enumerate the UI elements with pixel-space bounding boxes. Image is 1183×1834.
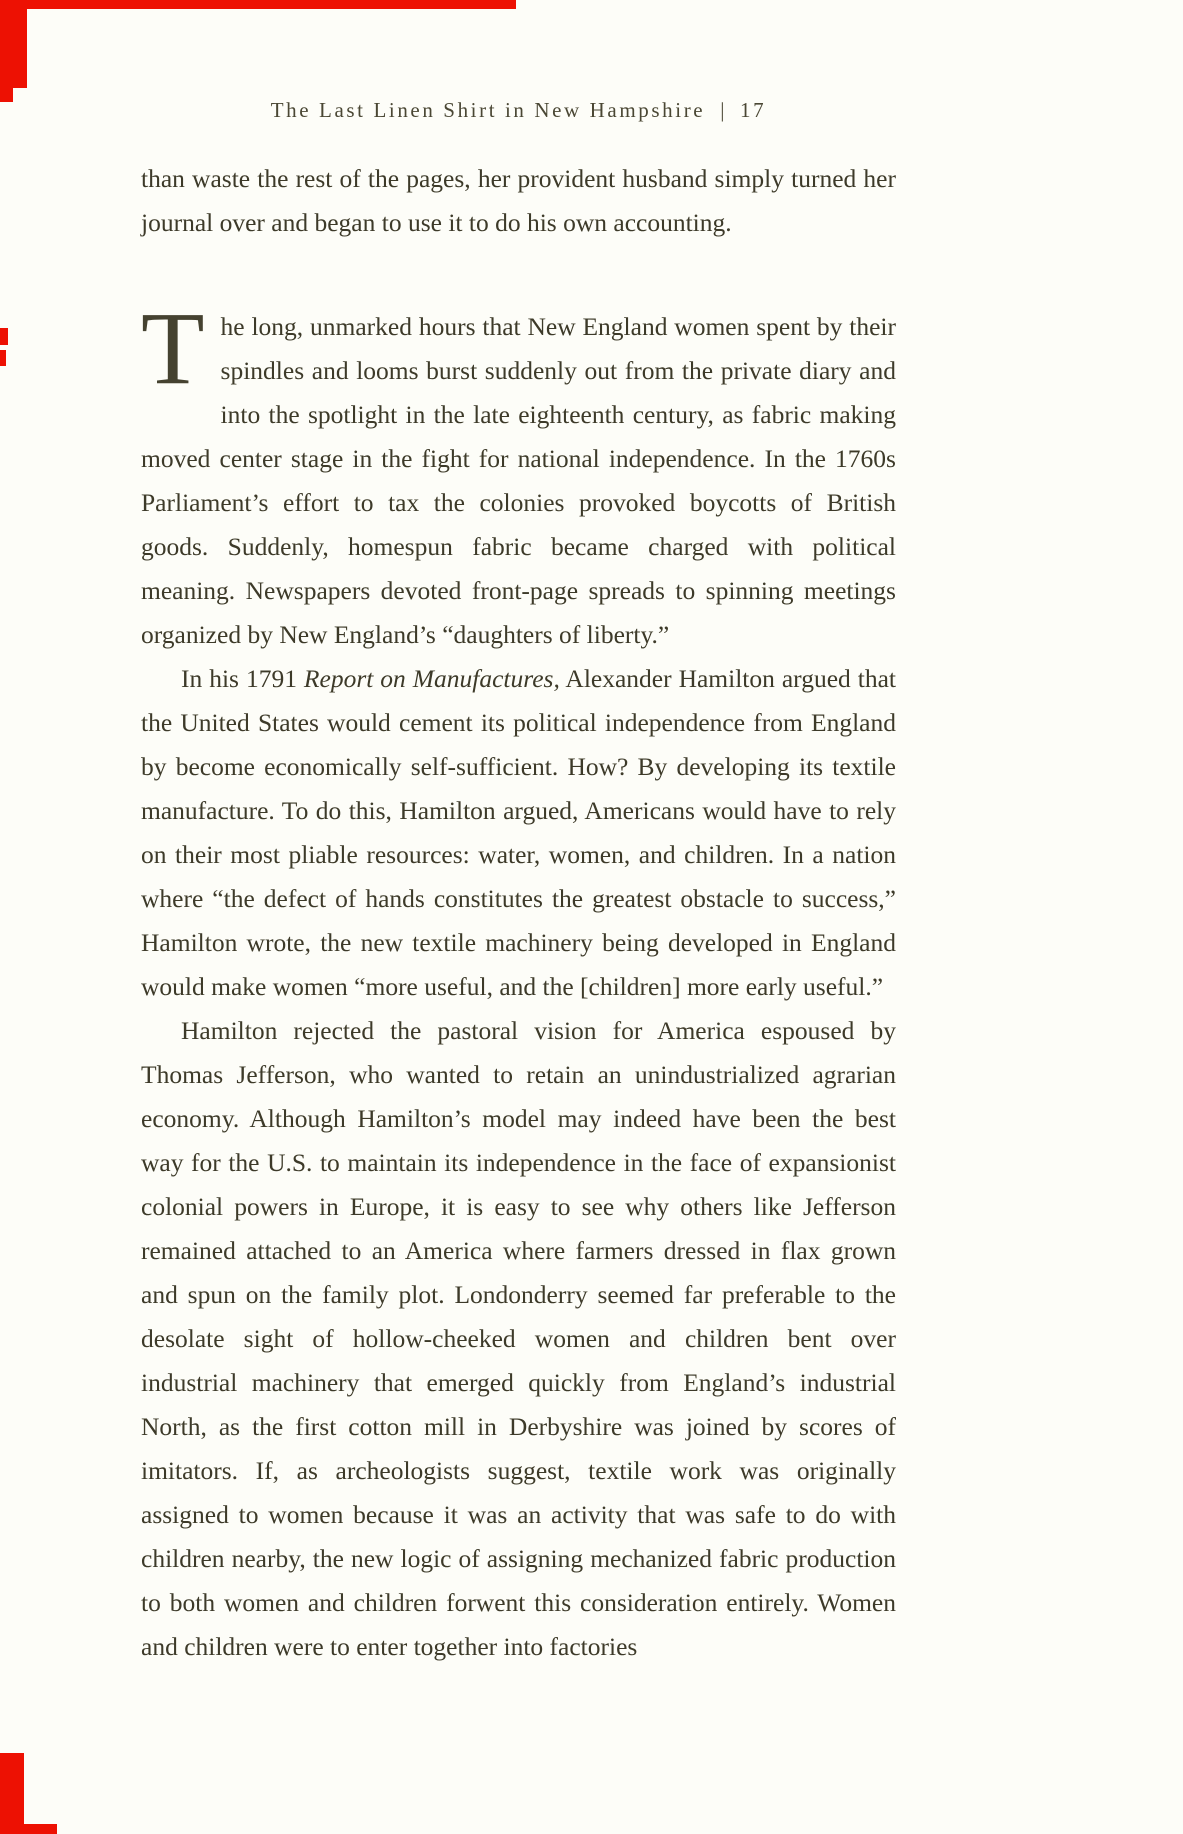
scan-artifact-top-left [0,0,27,88]
paragraph-hamilton-report [141,657,896,1009]
paragraph-dropcap-text: he long, unmarked hours that New England women spent by their spindles and looms burst suddenly out from the private diary and into the spotlight in the late eighteenth century, as fabric making moved center stage in the fight for national independence. In the 1760s Parliament’s effort to tax the colonies provoked boycotts of British goods. Suddenly, homespun fabric became charged with political meaning. Newspapers devoted front-page spreads to spinning meetings organized by New England’s “daughters of liberty.” [141,312,896,649]
scan-artifact-left-tick-2 [0,350,6,366]
scan-artifact-bottom-strip [0,1824,57,1834]
running-head [141,98,896,123]
running-head-separator: | [720,98,728,122]
scan-artifact-bottom-left [0,1753,24,1834]
paragraph-text: In his 1791 [181,664,304,693]
scan-artifact-top-left-taper [0,88,13,102]
paragraph-jefferson: Hamilton rejected the pastoral vision for America espoused by Thomas Jefferson, who wanted to retain an unindustrialized agrarian economy. Although Hamilton’s model may indeed have been the best way for the U.S. to maintain its independence in the face of expansionist colonial powers in Europe, it is easy to see why others like Jefferson remained attached to an America where farmers dressed in flax grown and spun on the family plot. Londonderry seemed far preferable to the desolate sight of hollow-cheeked women and children bent over industrial machinery that emerged quickly from England’s industrial North, as the first cotton mill in Derbyshire was joined by scores of imitators. If, as archeologists suggest, textile work was originally assigned to women because it was an activity that was safe to do with children nearby, the new logic of assigning mechanized fabric production to both women and children forwent this consideration entirely. Women and children were to enter together into factories [141,1016,896,1661]
scan-artifact-left-tick-1 [0,328,8,345]
page-number: 17 [740,98,767,122]
section-break [141,245,896,305]
paragraph-dropcap [141,291,896,657]
paragraph-continuation: than waste the rest of the pages, her provident husband simply turned her journal over and began to use it to do his own accounting. [141,164,896,237]
paragraph-text: Alexander Hamilton argued that the United States would cement its political independence from England by become economically self-sufficient. How? By developing its textile manufacture. To do this, Hamilton argued, Americans would have to rely on their most pliable resources: water, women, and children. In a nation where “the defect of hands constitutes the greatest obstacle to success,” Hamilton wrote, the new textile machinery being developed in England would make women “more useful, and the [children] more early useful.” [141,664,896,1001]
running-head-title: The Last Linen Shirt in New Hampshire [270,98,706,122]
drop-cap: T [141,291,205,406]
work-title-italic: Report on Manufactures, [303,664,560,693]
text-block [141,98,896,1669]
scan-artifact-top-strip [0,0,516,9]
